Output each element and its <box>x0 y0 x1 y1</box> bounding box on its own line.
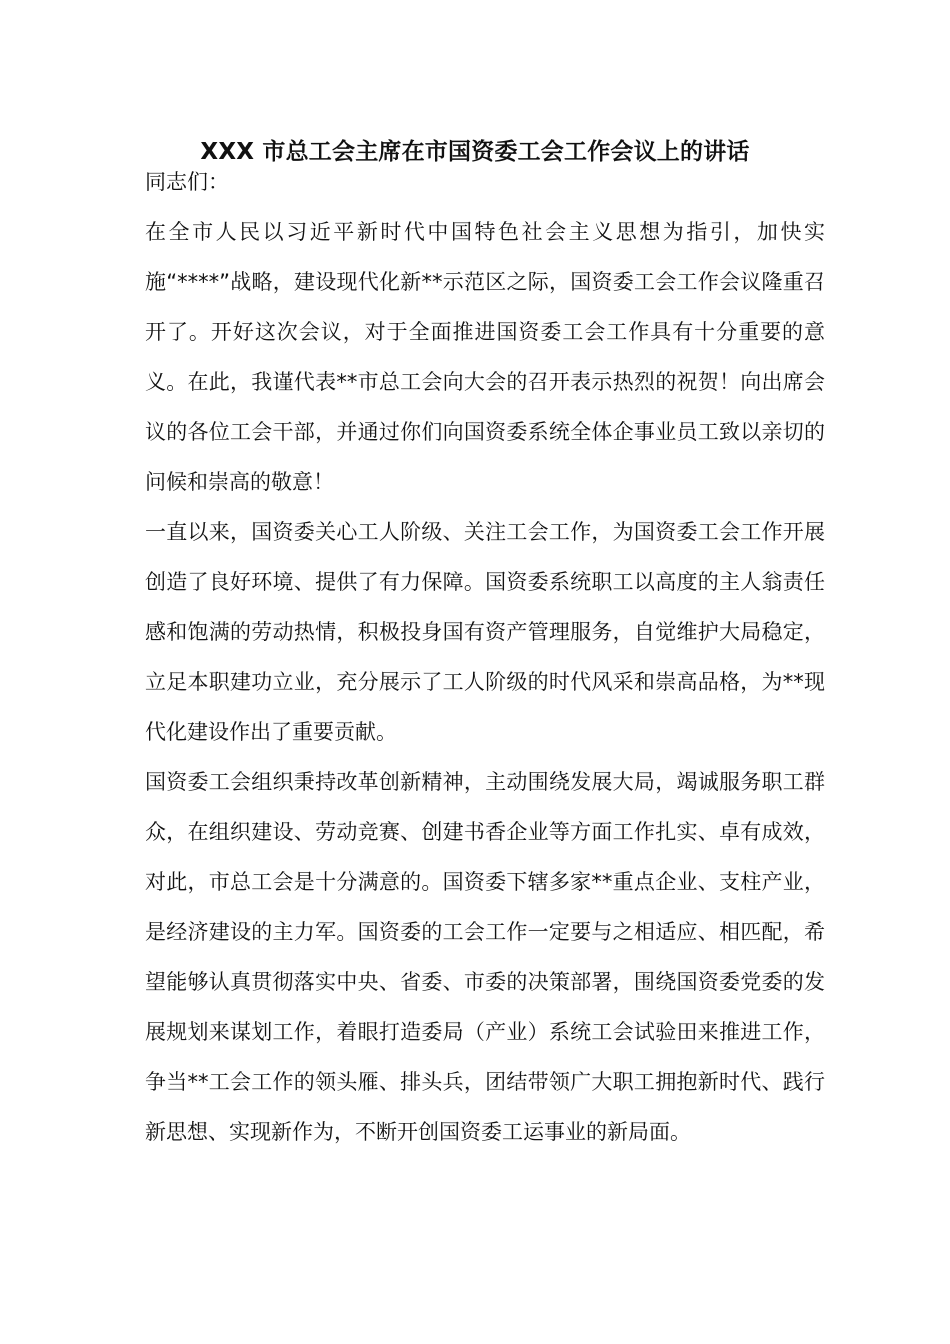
paragraph-expectations: 国资委工会组织秉持改革创新精神，主动围绕发展大局，竭诚服务职工群众，在组织建设、劳动竞赛、创建书香企业等方面工作扎实、卓有成效，对此，市总工会是十分满意的。国资委下辖多家**重点企业、支柱产业，是经济建设的主力军。国资委的工会工作一定要与之相适应、相匹配，希望能够认真贯彻落实中央、省委、市委的决策部署，围绕国资委党委的发展规划来谋划工作，着眼打造委局（产业）系统工会试验田来推进工作，争当**工会工作的领头雁、排头兵，团结带领广大职工拥抱新时代、践行新思想、实现新作为，不断开创国资委工运事业的新局面。 <box>145 770 825 1144</box>
salutation: 同志们： <box>145 170 229 194</box>
document-body <box>145 157 825 1157</box>
paragraph-appreciation: 一直以来，国资委关心工人阶级、关注工会工作，为国资委工会工作开展创造了良好环境、提供了有力保障。国资委系统职工以高度的主人翁责任感和饱满的劳动热情，积极投身国有资产管理服务，自觉维护大局稳定，立足本职建功立业，充分展示了工人阶级的时代风采和崇高品格，为**现代化建设作出了重要贡献。 <box>145 520 825 744</box>
document-title: XXX 市总工会主席在市国资委工会工作会议上的讲话 <box>200 139 750 165</box>
paragraph-opening: 在全市人民以习近平新时代中国特色社会主义思想为指引，加快实施“****”战略，建设现代化新**示范区之际，国资委工会工作会议隆重召开了。开好这次会议，对于全面推进国资委工会工作具有十分重要的意义。在此，我谨代表**市总工会向大会的召开表示热烈的祝贺！向出席会议的各位工会干部，并通过你们向国资委系统全体企事业员工致以亲切的问候和崇高的敬意！ <box>145 220 825 494</box>
